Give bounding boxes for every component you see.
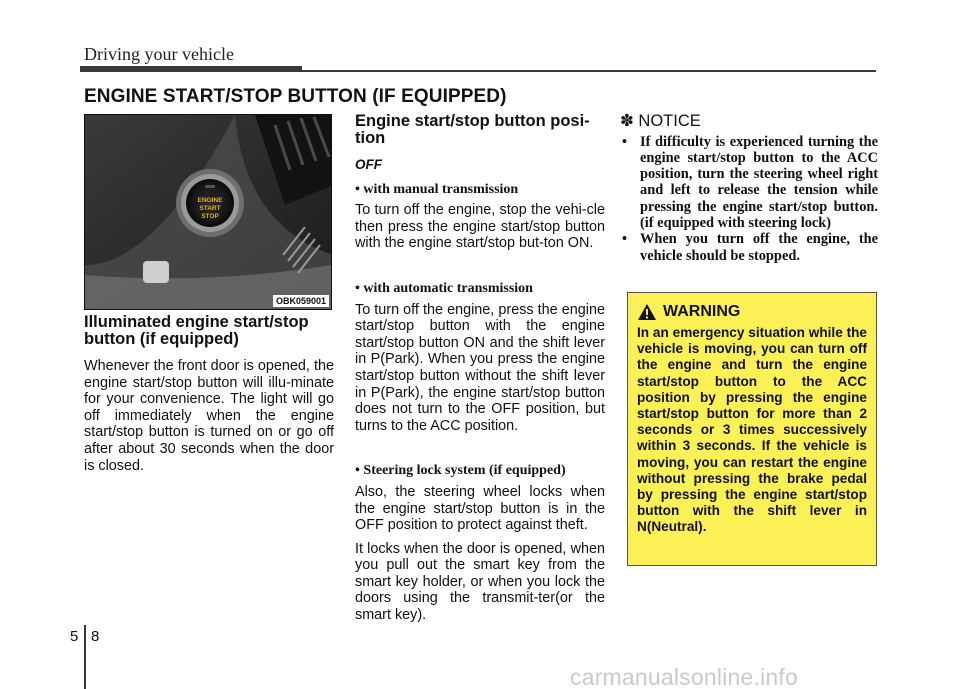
footer-rule — [84, 625, 86, 689]
running-header: Driving your vehicle — [84, 44, 234, 64]
warning-title: WARNING — [663, 303, 741, 320]
notice-item: • When you turn off the engine, the vehicle should be stopped. — [622, 231, 878, 264]
position-heading: Engine start/stop button posi-tion — [355, 112, 590, 147]
column-button-position — [355, 113, 605, 631]
column-illuminated — [84, 314, 334, 481]
manual-transmission-text: To turn off the engine, stop the vehi-cle then press the engine start/stop button with the engine start/stop but-ton ON. — [355, 202, 605, 252]
photo-code: OBK059001 — [273, 295, 329, 307]
notice-title: ✽ NOTICE — [620, 112, 701, 130]
watermark: carmanualsonline.info — [570, 664, 798, 689]
automatic-transmission-text: To turn off the engine, press the engine start/stop button with the engine start/stop button ON and the shift lever in P(Park). When you press the engine start/stop button without the shift lever in P(Park), the engine start/stop button does not turn to the OFF position, but turns to the ACC position. — [355, 301, 605, 434]
header-rule-thin — [302, 70, 876, 72]
button-label-line-2: START — [199, 205, 221, 212]
manual-transmission-label: • with manual transmission — [355, 181, 519, 197]
section-title: ENGINE START/STOP BUTTON (IF EQUIPPED) — [84, 86, 507, 107]
notice-item: • If difficulty is experienced turning the engine start/stop button to the ACC position, turn the steering wheel right and left to release the tension while pressing the engine start/stop button. (if equipped with steering lock) — [622, 133, 878, 232]
notice-block — [620, 113, 878, 264]
engine-button-photo — [84, 114, 332, 310]
warning-text: In an emergency situation while the vehicle is moving, you can turn off the engine and turn the engine start/stop button to the ACC position by pressing the engine start/stop button for more than 2 seconds or 3 times successively within 3 seconds. If the vehicle is moving, you can restart the engine without pressing the brake pedal by pressing the engine start/stop button with the shift lever in N(Neutral). — [637, 325, 867, 535]
warning-triangle-icon — [637, 303, 657, 321]
steering-lock-text-1: Also, the steering wheel locks when the engine start/stop button is in the OFF position to protect against theft. — [355, 483, 605, 534]
warning-header — [637, 303, 867, 321]
illuminated-paragraph: Whenever the front door is opened, the engine start/stop button will illu-minate for your convenience. The light will go off immediately when the engine start/stop button is turned on or go off after about 30 seconds when the door is closed. — [84, 358, 334, 474]
dashboard-illustration — [85, 115, 332, 310]
steering-lock-label: • Steering lock system (if equipped) — [355, 463, 566, 479]
chapter-number: 5 — [70, 628, 79, 645]
button-label-line-1: ENGINE — [197, 197, 223, 204]
notice-list — [620, 134, 878, 264]
page-number: 8 — [91, 628, 100, 645]
button-label-line-3: STOP — [201, 213, 219, 220]
off-subheading: OFF — [355, 157, 382, 172]
automatic-transmission-label: • with automatic transmission — [355, 280, 533, 296]
steering-lock-text-2: It locks when the door is opened, when you pull out the smart key from the smart key holder, or when you lock the doors using the transmit-ter(or the smart key). — [355, 540, 605, 624]
header-rule-thick — [80, 66, 302, 72]
warning-box — [627, 292, 877, 566]
illuminated-heading: Illuminated engine start/stop button (if equipped) — [84, 313, 309, 348]
